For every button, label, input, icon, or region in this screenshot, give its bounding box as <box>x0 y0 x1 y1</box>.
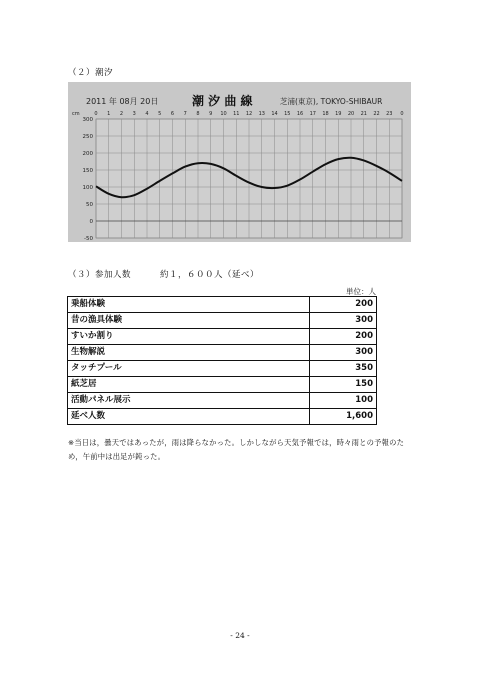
x-tick-label: 13 <box>258 111 265 117</box>
x-tick-label: 11 <box>233 111 240 117</box>
table-row-total <box>68 409 377 425</box>
y-unit-label: cm <box>72 111 80 117</box>
x-tick-label: 0 <box>94 111 98 117</box>
x-tick-label: 7 <box>183 111 187 117</box>
x-tick-label: 23 <box>386 111 393 117</box>
y-tick-label: 250 <box>82 134 93 140</box>
x-tick-label: 21 <box>360 111 367 117</box>
y-tick-label: -50 <box>84 236 93 242</box>
table-row <box>68 297 377 313</box>
row-label: すいか割り <box>68 329 310 345</box>
page-number: - 24 - <box>230 631 250 640</box>
y-tick-label: 300 <box>82 117 93 123</box>
participants-table <box>67 296 377 425</box>
row-value: 150 <box>310 377 377 393</box>
tide-chart-svg <box>68 82 411 242</box>
table-row <box>68 313 377 329</box>
y-tick-label: 150 <box>82 168 93 174</box>
y-tick-label: 100 <box>82 185 93 191</box>
tide-chart <box>68 82 411 242</box>
row-value: 200 <box>310 297 377 313</box>
x-tick-label: 6 <box>170 111 175 117</box>
row-value: 300 <box>310 345 377 361</box>
table-row <box>68 377 377 393</box>
table-row <box>68 329 377 345</box>
row-value: 200 <box>310 329 377 345</box>
x-tick-label: 19 <box>335 111 342 117</box>
chart-title: 潮 汐 曲 線 <box>192 94 253 108</box>
x-tick-label: 9 <box>209 111 213 117</box>
unit-label: 単位：人 <box>346 287 376 296</box>
x-tick-label: 18 <box>322 111 329 117</box>
row-label: 紙芝居 <box>68 377 310 393</box>
row-label: 生物解説 <box>68 345 310 361</box>
row-label: 活動パネル展示 <box>68 393 310 409</box>
x-tick-label: 5 <box>158 111 162 117</box>
x-tick-label: 20 <box>347 111 355 117</box>
x-tick-label: 0 <box>400 111 404 117</box>
weather-note: ※当日は，曇天ではあったが，雨は降らなかった。しかしながら天気予報では，時々雨との予報のため，午前中は出足が鈍った。 <box>68 438 405 461</box>
x-tick-label: 8 <box>196 111 200 117</box>
x-tick-label: 10 <box>220 111 227 117</box>
row-value: 350 <box>310 361 377 377</box>
x-tick-label: 4 <box>145 111 149 117</box>
row-label: 昔の漁具体験 <box>68 313 310 329</box>
x-tick-label: 1 <box>107 111 111 117</box>
x-tick-label: 22 <box>373 111 380 117</box>
y-tick-label: 200 <box>82 151 93 157</box>
x-tick-label: 14 <box>271 111 278 117</box>
y-tick-label: 50 <box>86 202 93 208</box>
x-tick-label: 15 <box>284 111 291 117</box>
section-participants-title: （３）参加人数 <box>68 270 132 280</box>
row-label: 延べ人数 <box>68 409 310 425</box>
section-tide-title: （２）潮汐 <box>68 68 114 78</box>
x-tick-label: 17 <box>309 111 316 117</box>
x-tick-label: 16 <box>296 111 304 117</box>
x-tick-label: 12 <box>245 111 253 117</box>
row-value: 100 <box>310 393 377 409</box>
chart-location: 芝浦(東京), TOKYO-SHIBAUR <box>280 97 383 106</box>
row-value: 300 <box>310 313 377 329</box>
x-tick-label: 2 <box>119 111 124 117</box>
participants-total: 約１，６００人（延べ） <box>160 270 260 280</box>
table-row <box>68 345 377 361</box>
y-tick-label: 0 <box>89 219 93 225</box>
row-label: タッチプール <box>68 361 310 377</box>
table-row <box>68 393 377 409</box>
chart-date: 2011 年 08月 20日 <box>86 97 159 106</box>
row-value: 1,600 <box>310 409 377 425</box>
row-label: 乗船体験 <box>68 297 310 313</box>
x-tick-label: 3 <box>132 111 136 117</box>
table-row <box>68 361 377 377</box>
